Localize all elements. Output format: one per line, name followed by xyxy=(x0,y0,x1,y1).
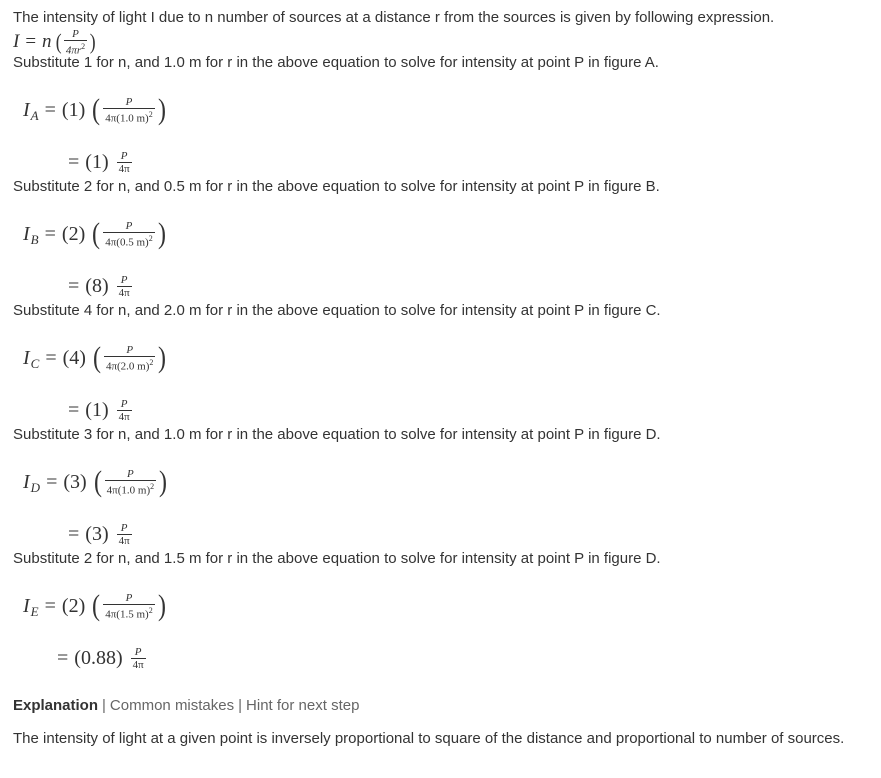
result-denominator: 4π xyxy=(118,411,130,423)
equals-sign: = xyxy=(68,399,80,421)
equals-sign: = xyxy=(57,647,69,669)
hint-next-step-link[interactable]: Hint for next step xyxy=(246,697,360,714)
equals-sign: = xyxy=(44,222,56,245)
denominator-prefix: 4π xyxy=(106,484,118,497)
source-count: (2) xyxy=(61,594,86,617)
separator: | xyxy=(102,697,106,714)
intensity-fraction xyxy=(103,220,154,249)
fraction-numerator: P xyxy=(125,95,133,108)
intensity-fraction xyxy=(103,96,154,125)
result-numerator: P xyxy=(120,274,128,286)
distance-value: (0.5 m) xyxy=(116,236,149,249)
step-instruction: Substitute 2 for n, and 0.5 m for r in the above equation to solve for intensity at point P in figure B. xyxy=(13,178,660,195)
intensity-symbol: I xyxy=(23,346,30,369)
distance-value: (2.0 m) xyxy=(117,360,150,373)
intensity-subscript: A xyxy=(30,108,39,123)
source-count: (2) xyxy=(61,222,86,245)
intensity-subscript: B xyxy=(30,232,39,247)
equals-sign: = xyxy=(68,151,80,173)
distance-value: (1.0 m) xyxy=(116,112,149,125)
formula-lhs: I xyxy=(13,31,20,53)
result-fraction xyxy=(117,522,132,547)
intensity-symbol: I xyxy=(23,98,30,121)
formula-numerator: P xyxy=(72,28,79,40)
distance-exponent: 2 xyxy=(150,481,155,491)
result-coefficient: (0.88) xyxy=(74,647,123,669)
intro-text: The intensity of light I due to n number of sources at a distance r from the sources is given by following expression. xyxy=(13,9,775,26)
step-equation: I C = (4) ( $\frac{P}{4\pi(2.0 m)^2}$ ) xyxy=(23,341,167,374)
distance-exponent: 2 xyxy=(149,357,154,367)
fraction-numerator: P xyxy=(125,591,133,604)
denominator-prefix: 4π xyxy=(105,608,117,621)
step-result xyxy=(68,398,134,423)
intensity-symbol: I xyxy=(23,222,30,245)
result-fraction xyxy=(117,150,132,175)
formula-var: n xyxy=(42,31,52,53)
result-fraction xyxy=(131,646,146,671)
result-numerator: P xyxy=(120,398,128,410)
result-numerator: P xyxy=(120,150,128,162)
step-equation: I B = (2) ( $\frac{P}{4\pi(0.5 m)^2}$ ) xyxy=(23,217,166,250)
result-fraction xyxy=(117,274,132,299)
intensity-subscript: E xyxy=(30,604,39,619)
step-result xyxy=(68,274,134,299)
denominator-prefix: 4π xyxy=(105,236,117,249)
formula-fraction xyxy=(64,28,87,57)
footer-links xyxy=(13,697,359,715)
step-equation: I D = (3) ( $\frac{P}{4\pi(1.0 m)^2}$ ) xyxy=(23,465,168,498)
result-denominator: 4π xyxy=(118,287,130,299)
step-result xyxy=(68,522,134,547)
separator: | xyxy=(238,697,243,714)
explanation-text: The intensity of light at a given point is inversely proportional to square of the distance and proportional to number of sources. xyxy=(13,730,845,747)
result-numerator: P xyxy=(134,646,142,658)
formula-denominator: 4πr xyxy=(65,44,82,57)
step-instruction: Substitute 1 for n, and 1.0 m for r in the above equation to solve for intensity at point P in figure A. xyxy=(13,54,659,71)
distance-exponent: 2 xyxy=(148,233,153,243)
step-result xyxy=(68,150,134,175)
result-denominator: 4π xyxy=(132,659,144,671)
step-result xyxy=(57,646,148,671)
distance-value: (1.0 m) xyxy=(117,484,151,497)
fraction-numerator: P xyxy=(127,467,134,480)
result-coefficient: (3) xyxy=(85,523,109,545)
step-instruction: Substitute 2 for n, and 1.5 m for r in the above equation to solve for intensity at point P in figure D. xyxy=(13,550,661,567)
distance-exponent: 2 xyxy=(148,109,153,119)
intensity-fraction xyxy=(104,344,155,373)
result-denominator: 4π xyxy=(118,535,130,547)
general-formula: I = n ( $\frac{P}{4\pi r^2}$ ) xyxy=(13,28,96,57)
result-numerator: P xyxy=(120,522,128,534)
common-mistakes-link[interactable]: Common mistakes xyxy=(109,697,235,714)
equals-sign: = xyxy=(46,470,58,493)
result-coefficient: (1) xyxy=(85,151,109,173)
equals-sign: = xyxy=(45,346,57,369)
intensity-subscript: D xyxy=(30,480,41,495)
result-coefficient: (1) xyxy=(85,399,109,421)
source-count: (1) xyxy=(61,98,86,121)
equals-sign: = xyxy=(25,31,37,53)
intensity-fraction xyxy=(103,592,154,621)
intensity-symbol: I xyxy=(23,470,30,493)
denominator-prefix: 4π xyxy=(105,360,118,373)
equals-sign: = xyxy=(44,594,56,617)
result-coefficient: (8) xyxy=(85,275,109,297)
step-equation: I E = (2) ( $\frac{P}{4\pi(1.5 m)^2}$ ) xyxy=(23,589,166,622)
explanation-tab[interactable]: Explanation xyxy=(13,697,99,714)
intensity-subscript: C xyxy=(30,356,40,371)
source-count: (3) xyxy=(63,470,87,493)
denominator-prefix: 4π xyxy=(105,112,117,125)
fraction-numerator: P xyxy=(125,219,133,232)
formula-exponent: 2 xyxy=(81,42,86,51)
equals-sign: = xyxy=(68,275,80,297)
result-denominator: 4π xyxy=(118,163,130,175)
intensity-symbol: I xyxy=(23,594,30,617)
result-fraction xyxy=(117,398,132,423)
fraction-numerator: P xyxy=(126,343,134,356)
distance-value: (1.5 m) xyxy=(116,608,149,621)
step-instruction: Substitute 3 for n, and 1.0 m for r in the above equation to solve for intensity at point P in figure D. xyxy=(13,426,661,443)
equals-sign: = xyxy=(44,98,56,121)
source-count: (4) xyxy=(62,346,86,369)
step-instruction: Substitute 4 for n, and 2.0 m for r in the above equation to solve for intensity at point P in figure C. xyxy=(13,302,661,319)
step-equation: I A = (1) ( $\frac{P}{4\pi(1.0 m)^2}$ ) xyxy=(23,93,166,126)
intensity-fraction xyxy=(105,468,156,497)
equals-sign: = xyxy=(68,523,80,545)
distance-exponent: 2 xyxy=(148,605,153,615)
